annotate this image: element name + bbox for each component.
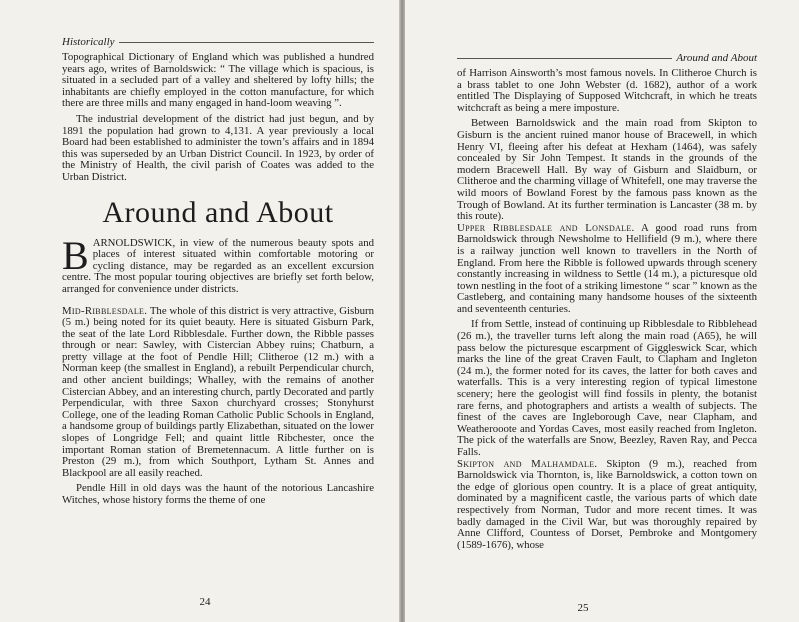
district-heading: Upper Ribblesdale and Lonsdale. bbox=[457, 221, 635, 234]
drop-cap: B bbox=[62, 232, 89, 278]
section-title: Around and About bbox=[102, 195, 334, 229]
paragraph: If from Settle, instead of continuing up Ribblesdale to Ribblehead (26 m.), the traveller turns left along the main road (A65), he will pass below the picturesque escarpment of Giggleswick Scar, which marks the line of the great Craven Fault, to Clapham and Ingleton (24 m.), the former noted for its caves, the latter for both caves and waterfalls. This is a very interesting region of typical limestone scenery; here the geologist will find fossils in plenty, the botanist rare ferns, and photographers and artists a wealth of subjects. The finest of the caves are Ingleborough Cave, near Clapham, and Weatherooote and Yordas Caves, most easily reached from Ingleton. The pick of the waterfalls are Snow, Beezley, Raven Ray, and Pecca Falls. bbox=[457, 318, 757, 458]
district-text: The whole of this district is very attractive, Gisburn (5 m.) being noted for its quiet beauty. Here is situated Gisburn Park, the seat of the late Lord Ribblesdale. Further down, the Ribble passes through or near: Sawley, with Cistercian Abbey ruins; Chatburn, a pretty village at the foot of Pendle Hill; Clitheroe (12 m.) with a Norman keep (the smallest in England), a rebuilt Perpendicular church, and other ancient buildings; Whalley, with the remains of another Cistercian Abbey, and an interesting church, partly Decorated and partly Perpendicular, with three Saxon churchyard crosses; Stonyhurst College, one of the leading Roman Catholic Public Schools in England, a handsome group of buildings partly Elizabethan, situated on the lower slopes of Longridge Fell; and quaint little Ribchester, once the important Roman station of Bremetennacum. A little further on is Preston (29 m.), from which Southport, Lytham St. Annes and Blackpool are all easily reached. bbox=[62, 304, 374, 479]
running-head-right bbox=[457, 52, 757, 64]
paragraph: Between Barnoldswick and the main road from Skipton to Gisburn is the ancient ruined manor house of Bracewell, in which Henry VI, fleeing after his defeat at Hexham (1464), was safely concealed by Sir John Tempest. It stands in the grounds of the modern Bracewell Hall. By way of Gisburn and Slaidburn, or Clitheroe and the charming village of Whitefell, one may traverse the wild moors of Bowland Forest by the famous pass known as the Trough of Bowland. At its further termination is Lancaster (38 m. by this route). bbox=[457, 117, 757, 223]
district-heading: Skipton and Malhamdale. bbox=[457, 457, 598, 470]
paragraph: The industrial development of the district had just begun, and by 1891 the population had grown to 4,131. A year previously a local Board had been established to administer the town’s affairs and in 1894 this was superseded by an Urban District Council. In 1923, by order of the Ministry of Health, the civil parish of Coates was added to the Urban District. bbox=[62, 112, 374, 183]
paragraph: Topographical Dictionary of England which was published a hundred years ago, writes of Barnoldswick: “ The village which is spacious, is situated in a secluded part of a valley and sheltered by lofty hills; the inhabitants are chiefly employed in the cotton manufacture, for which there are three mills and many engaged in hand-loom weaving ”. bbox=[62, 51, 374, 110]
district-text: A good road runs from Barnoldswick through Newsholme to Hellifield (9 m.), where there is a railway junction well known to travellers in the North of England. From here the Ribble is followed upwards through scenery constantly increasing in wildness to Settle (14 m.), a picturesque old town nestling in the foot of a striking limestone “ scar ” known as the Castleberg, and containing many handsome houses of the sixteenth and seventeenth centuries. bbox=[457, 221, 757, 315]
paragraph: Pendle Hill in old days was the haunt of the notorious Lancashire Witches, whose history forms the theme of one bbox=[62, 482, 374, 506]
district-paragraph bbox=[457, 459, 757, 552]
page-number: 24 bbox=[199, 596, 211, 608]
district-heading: Mid-Ribblesdale. bbox=[62, 304, 148, 317]
district-text: Skipton (9 m.), reached from Barnoldswick via Thornton, is, like Barnoldswick, a cotton town on the edge of glorious open country. It is a place of great antiquity, dominated by a magnificent castle, the various parts of which date respectively from Norman, Tudor and more recent times. It was badly damaged in the Civil War, but was thoroughly repaired by Anne Clifford, Countess of Dorset, Pembroke and Montgomery (1589-1676), whose bbox=[457, 457, 757, 551]
right-page bbox=[405, 0, 799, 622]
running-head-rule bbox=[457, 58, 672, 59]
intro-paragraph bbox=[62, 232, 374, 296]
running-head-text: Around and About bbox=[676, 52, 757, 64]
intro-text: ARNOLDSWICK, in view of the numerous beauty spots and places of interest situated within comfortable motoring or cycling distance, may be regarded as an excellent excursion centre. The most popular touring objectives are briefly set forth below, arranged for convenience under districts. bbox=[62, 236, 374, 295]
running-head-left bbox=[62, 36, 374, 48]
district-paragraph bbox=[62, 306, 374, 480]
running-head-rule bbox=[119, 42, 374, 43]
running-head-text: Historically bbox=[62, 36, 115, 48]
paragraph: of Harrison Ainsworth’s most famous novels. In Clitheroe Church is a brass tablet to one John Webster (d. 1682), author of a work entitled The Displaying of Supposed Witchcraft, in which he treats witchcraft as being a mere imposture. bbox=[457, 67, 757, 114]
district-paragraph bbox=[457, 223, 757, 316]
page-number: 25 bbox=[577, 602, 589, 614]
